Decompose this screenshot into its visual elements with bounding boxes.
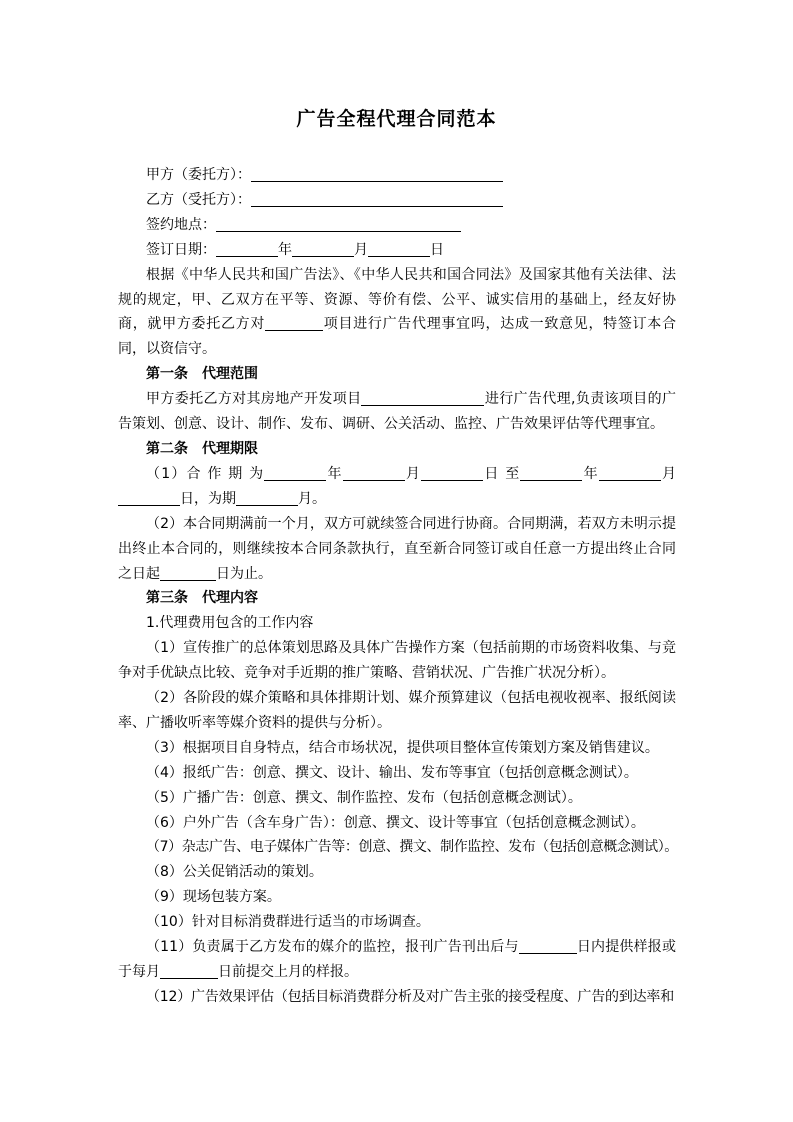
project-name-blank (265, 314, 323, 331)
article-3-subheading: 1.代理费用包含的工作内容 (146, 615, 314, 632)
location-label: 签约地点： (146, 216, 216, 233)
date-day-label: 日 (430, 241, 444, 258)
party-b-line (118, 188, 676, 213)
list-item: （8）公关促销活动的策划。 (146, 864, 323, 881)
article-1-text-a: 甲方委托乙方对其房地产开发项目 (146, 391, 362, 408)
article-1-paragraph (118, 387, 676, 437)
article-1-project-blank (361, 389, 484, 406)
date-year-label: 年 (278, 241, 292, 258)
term-start-year-blank (264, 464, 326, 481)
term-label: （1）合 作 期 为 (146, 465, 265, 482)
list-item: （2）各阶段的媒介策略和具体排期计划、媒介预算建议（包括电视收视率、报纸阅读率、广播收听率等媒介资料的提供与分析）。 (118, 690, 676, 731)
renewal-day-blank (160, 564, 216, 581)
list-item: （10）针对目标消费群进行适当的市场调查。 (146, 914, 430, 931)
date-month-blank (292, 240, 354, 257)
date-label: 签订日期： (146, 241, 216, 258)
item-11-text-b: 日内提供样报或于每月 (118, 939, 676, 980)
term-start-day-label: 日 至 (483, 465, 521, 482)
intro-text-2: 项目进行广告代理事宜吗，达成一致意见，特签订本合同，以资信守。 (118, 316, 677, 358)
item-11-text-a: （11）负责属于乙方发布的媒介的监控，报刊广告刊出后与 (146, 939, 519, 956)
term-end-year-label: 年 (582, 465, 599, 482)
location-blank (216, 215, 461, 232)
party-a-line (118, 163, 676, 188)
term-end-day-blank (118, 489, 180, 506)
list-item-11 (118, 935, 676, 985)
document-body (118, 163, 676, 1010)
document-title: 广告全程代理合同范本 (296, 108, 497, 130)
term-start-day-blank (421, 464, 483, 481)
term-start-year-label: 年 (326, 465, 343, 482)
term-end-day-label: 日，为期 (180, 490, 236, 507)
term-end-month-blank (599, 464, 661, 481)
party-b-label: 乙方（受托方）： (146, 191, 251, 208)
intro-paragraph (118, 263, 676, 363)
list-item: （6）户外广告（含车身广告）：创意、撰文、设计等事宜（包括创意概念测试）。 (146, 814, 645, 831)
list-item: （1）宣传推广的总体策划思路及具体广告操作方案（包括前期的市场资料收集、与竞争对手优缺点比较、竞争对手近期的推广策略、营销状况、广告推广状况分析）。 (118, 640, 676, 682)
item-11-days-blank (519, 937, 577, 954)
date-line (118, 238, 676, 263)
term-months-blank (236, 489, 298, 506)
list-item: （9）现场包装方案。 (146, 889, 281, 906)
list-item: （4）报纸广告：创意、撰文、设计、输出、发布等事宜（包括创意概念测试）。 (146, 764, 638, 781)
intro-text-1: 根据《中华人民共和国广告法》、《中华人民共和国合同法》及国家其他有关法律、法规的规定，甲、乙双方在平等、资源、等价有偿、公平、诚实信用的基础上，经友好协商，就甲方委托乙方对 (118, 266, 676, 333)
article-2-item-1 (118, 462, 676, 512)
renewal-text-b: 日为止。 (216, 565, 272, 582)
item-11-text-c: 日前提交上月的样报。 (218, 964, 358, 980)
article-2-item-2 (118, 512, 676, 587)
list-item-12: （12）广告效果评估（包括目标消费群分析及对广告主张的接受程度、广告的到达率和 (146, 988, 675, 1005)
date-year-blank (216, 240, 278, 257)
renewal-text-a: （2）本合同期满前一个月，双方可就续签合同进行协商。合同期满，若双方未明示提出终止本合同的，则继续按本合同条款执行，直至新合同签订或自任意一方提出终止合同之日起 (118, 515, 676, 582)
party-a-blank (251, 165, 503, 182)
party-b-blank (251, 190, 503, 207)
date-month-label: 月 (354, 241, 368, 258)
article-1-text-b: 进行广告代理,负责该项目的广告策划、创意、设计、制作、发布、调研、公关活动、监控、广告效果评估等代理事宜。 (118, 391, 677, 433)
date-day-blank (368, 240, 430, 257)
list-item: （3）根据项目自身特点，结合市场状况，提供项目整体宣传策划方案及销售建议。 (146, 739, 659, 756)
article-1-heading: 第一条 代理范围 (146, 366, 258, 383)
term-end-month-label: 月 (660, 465, 677, 482)
term-start-month-label: 月 (404, 465, 422, 482)
list-item: （5）广播广告：创意、撰文、制作监控、发布（包括创意概念测试）。 (146, 789, 582, 806)
term-start-month-blank (343, 464, 405, 481)
article-2-heading: 第二条 代理期限 (146, 440, 258, 457)
term-end-year-blank (520, 464, 582, 481)
article-3-heading: 第三条 代理内容 (146, 590, 258, 607)
party-a-label: 甲方（委托方）： (146, 167, 251, 183)
location-line (118, 213, 676, 238)
term-months-label: 月。 (298, 490, 326, 507)
item-11-date-blank (160, 962, 218, 979)
list-item: （7）杂志广告、电子媒体广告等：创意、撰文、制作监控、发布（包括创意概念测试）。 (146, 839, 678, 856)
